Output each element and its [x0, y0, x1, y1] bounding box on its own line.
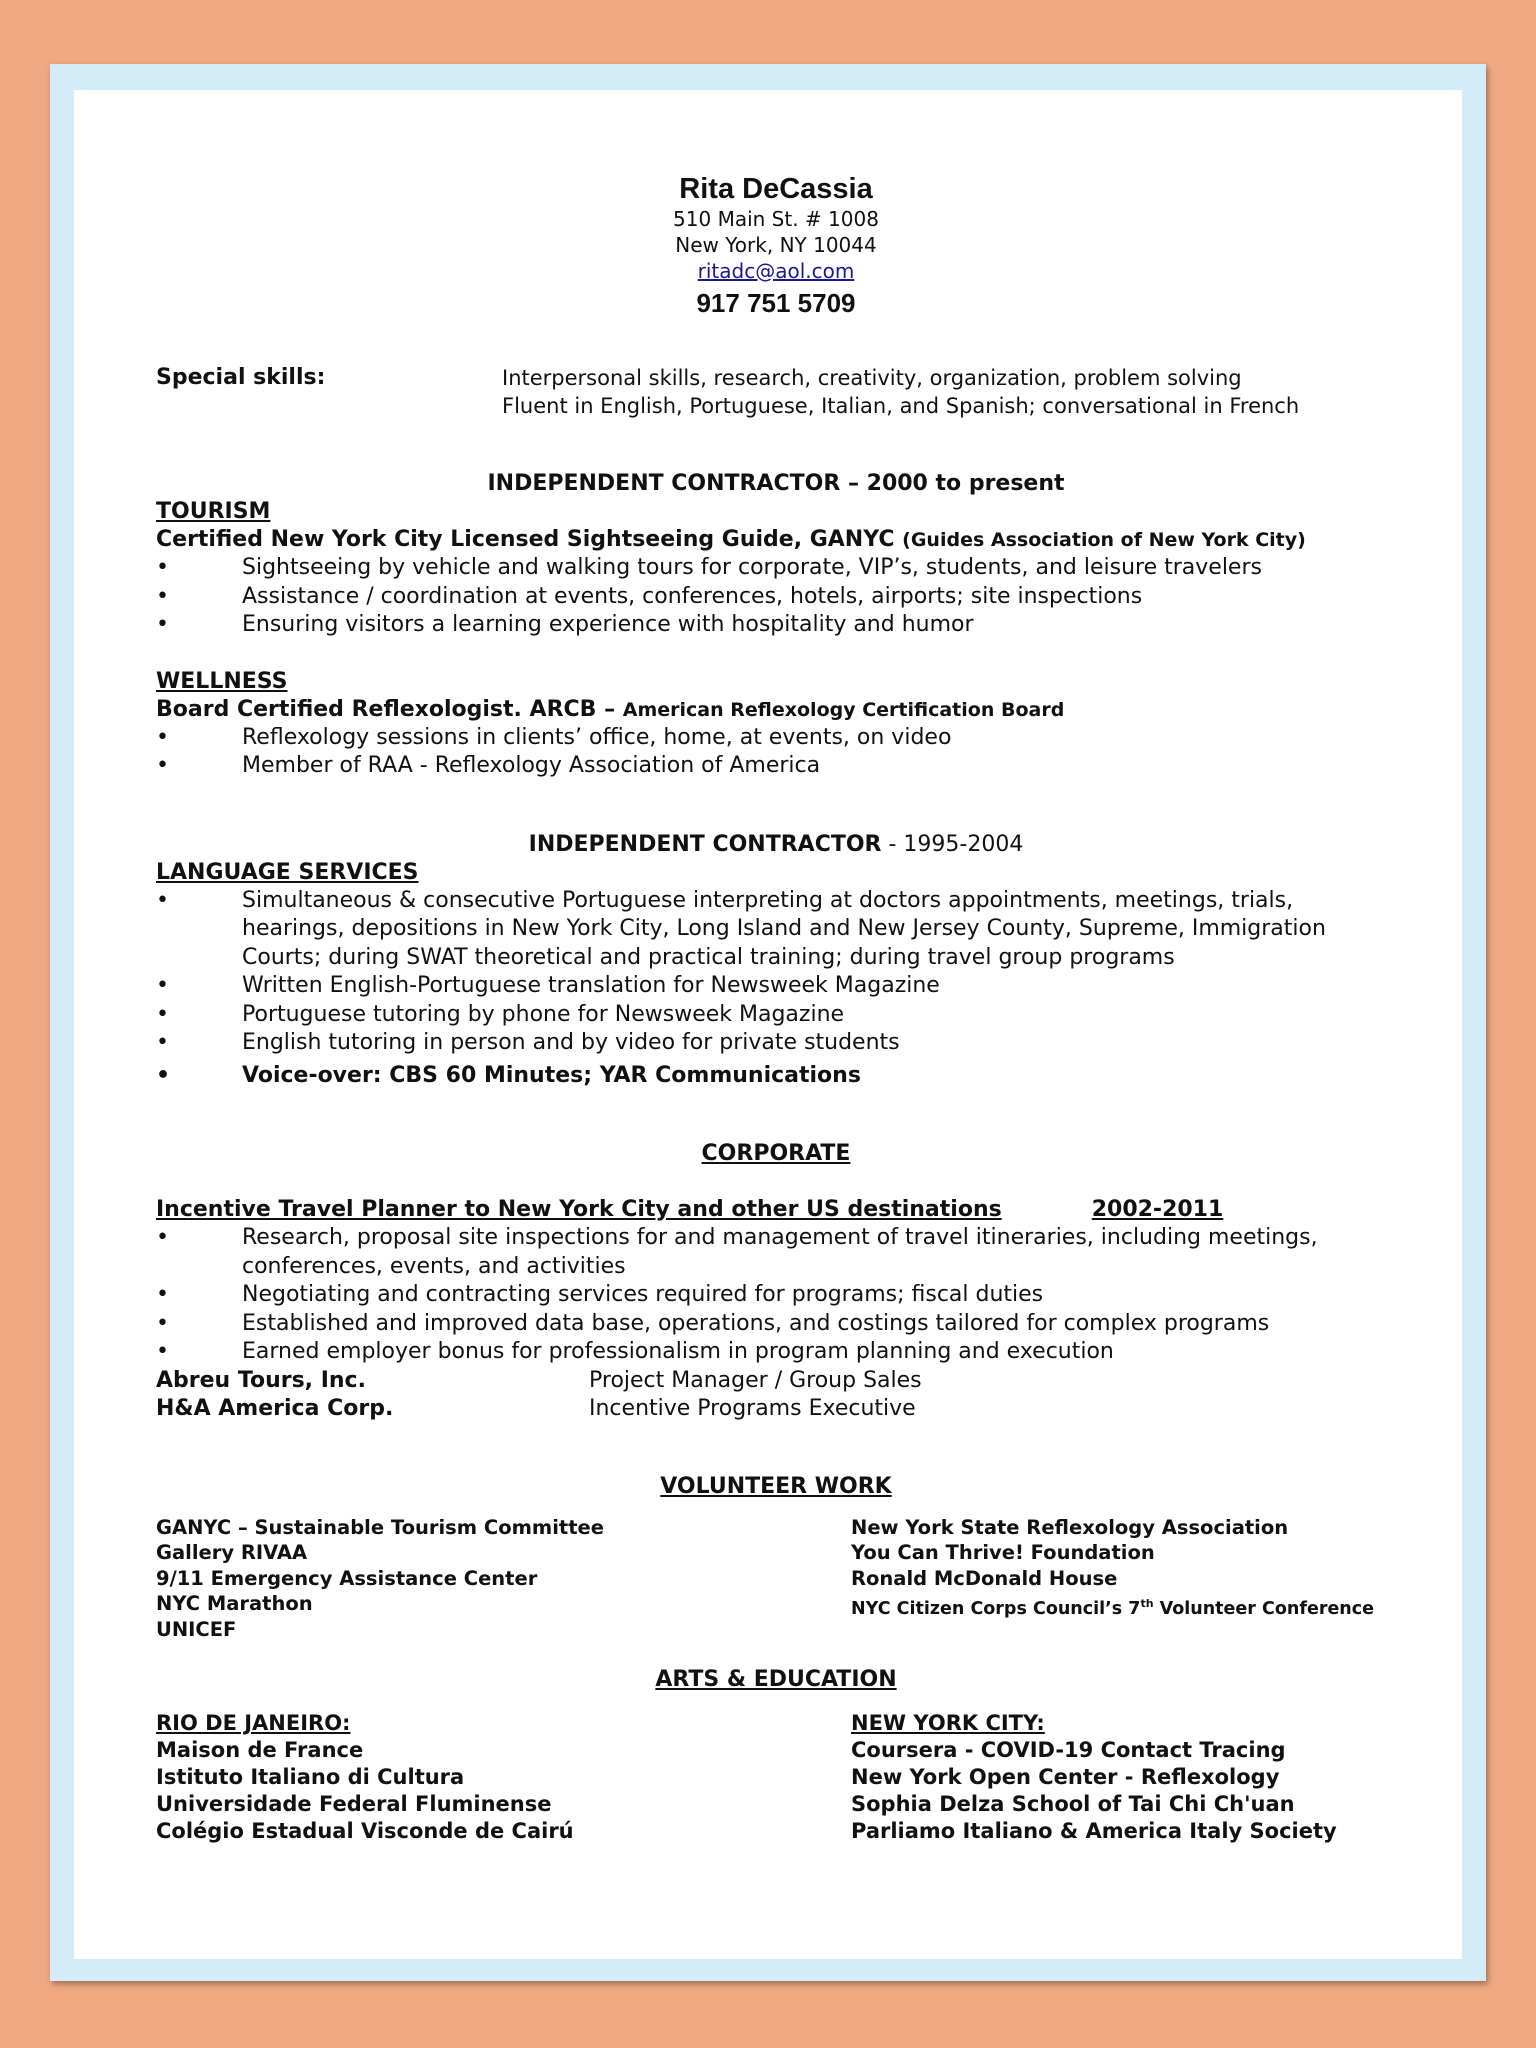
corporate-job-title: [156, 1196, 1396, 1224]
volunteer-columns: [156, 1515, 1396, 1643]
candidate-name: Rita DeCassia: [679, 173, 873, 205]
education-item: Parliamo Italiano & America Italy Society: [851, 1819, 1337, 1843]
tourism-subhead-small: (Guides Association of New York City): [902, 529, 1306, 551]
arts-left-column: [156, 1710, 851, 1845]
list-item: • Established and improved data base, operations, and costings tailored for complex programs: [156, 1310, 1270, 1336]
education-item: Coursera - COVID-19 Contact Tracing: [851, 1738, 1286, 1762]
employer-name: H&A America Corp.: [156, 1395, 394, 1421]
education-item: New York Open Center - Reflexology: [851, 1765, 1280, 1789]
address-line-2: New York, NY 10044: [675, 233, 877, 257]
arts-education-title: ARTS & EDUCATION: [655, 1667, 897, 1692]
employer-name: Abreu Tours, Inc.: [156, 1367, 366, 1393]
list-item: • Member of RAA - Reflexology Association of America: [156, 753, 821, 778]
resume-page: [74, 90, 1462, 1959]
list-item: • Research, proposal site inspections for and management of travel itineraries, including meetings, conferences, events, and activities: [156, 1225, 1318, 1279]
resume-content: [156, 164, 1396, 1845]
tourism-subhead-main: Certified New York City Licensed Sightseeing Guide, GANYC: [156, 527, 903, 552]
list-item: • English tutoring in person and by video for private students: [156, 1030, 900, 1055]
education-item: Colégio Estadual Visconde de Cairú: [156, 1819, 574, 1843]
tourism-heading: TOURISM: [156, 499, 271, 524]
list-item: • Assistance / coordination at events, conferences, hotels, airports; site inspections: [156, 583, 1143, 609]
corporate-bullets: [156, 1224, 1396, 1367]
volunteer-item: NYC Citizen Corps Council’s 7th Volunteer Conference: [851, 1597, 1375, 1619]
job-years: 2002-2011: [1091, 1197, 1224, 1222]
list-item: • Portuguese tutoring by phone for Newsweek Magazine: [156, 1001, 845, 1027]
wellness-subhead: [156, 696, 1396, 724]
corporate-title: CORPORATE: [701, 1141, 851, 1166]
volunteer-title: VOLUNTEER WORK: [660, 1473, 892, 1499]
education-item: Istituto Italiano di Cultura: [156, 1765, 465, 1789]
employer-row: [156, 1367, 1396, 1395]
phone-number: 917 751 5709: [696, 288, 856, 318]
employer-row: [156, 1395, 1396, 1423]
list-item: • Written English-Portuguese translation for Newsweek Magazine: [156, 973, 940, 998]
list-item: • Simultaneous & consecutive Portuguese interpreting at doctors appointments, meetings, trials, hearings, depositions in New York City, Long Island and New Jersey County, Supreme, Immigration Courts; during SWAT theoretical and practical training; during travel group programs: [156, 887, 1326, 970]
volunteer-item: You Can Thrive! Foundation: [851, 1541, 1155, 1564]
list-item: • Reflexology sessions in clients’ office, home, at events, on video: [156, 724, 952, 750]
special-skills-section: [156, 364, 1396, 420]
rio-heading: RIO DE JANEIRO:: [156, 1711, 351, 1735]
wellness-heading: WELLNESS: [156, 668, 288, 694]
email-link[interactable]: ritadc@aol.com: [697, 259, 855, 283]
contractor-1-title: INDEPENDENT CONTRACTOR – 2000 to present: [487, 471, 1065, 496]
wellness-subhead-main: Board Certified Reflexologist. ARCB –: [156, 696, 623, 722]
volunteer-right-column: [851, 1515, 1396, 1643]
education-item: Universidade Federal Fluminense: [156, 1792, 552, 1816]
list-item: • Ensuring visitors a learning experience with hospitality and humor: [156, 612, 974, 637]
document-frame: [50, 64, 1486, 1981]
wellness-bullets: [156, 724, 1396, 781]
list-item: • Negotiating and contracting services required for programs; fiscal duties: [156, 1282, 1044, 1307]
wellness-subhead-small: American Reflexology Certification Board: [622, 698, 1065, 721]
volunteer-item: New York State Reflexology Association: [851, 1515, 1289, 1539]
volunteer-item: 9/11 Emergency Assistance Center: [156, 1566, 538, 1590]
skill-line: Interpersonal skills, research, creativity, organization, problem solving: [502, 366, 1242, 390]
volunteer-item: Ronald McDonald House: [851, 1566, 1118, 1590]
list-item: • Earned employer bonus for professionalism in program planning and execution: [156, 1339, 1114, 1364]
address-line-1: 510 Main St. # 1008: [673, 207, 879, 231]
volunteer-item: UNICEF: [156, 1617, 237, 1641]
list-item: • Sightseeing by vehicle and walking tours for corporate, VIP’s, students, and leisure travelers: [156, 555, 1262, 580]
language-services-heading: LANGUAGE SERVICES: [156, 859, 419, 885]
nyc-heading: NEW YORK CITY:: [851, 1711, 1045, 1735]
job-title-text: Incentive Travel Planner to New York City and other US destinations: [156, 1197, 1002, 1222]
arts-right-column: [851, 1710, 1396, 1845]
contractor-2-years: - 1995-2004: [881, 831, 1024, 857]
volunteer-item: GANYC – Sustainable Tourism Committee: [156, 1515, 605, 1539]
resume-header: [156, 172, 1396, 320]
tourism-subhead: [156, 526, 1396, 554]
volunteer-item: Gallery RIVAA: [156, 1541, 308, 1564]
contractor-2-title: [156, 831, 1396, 859]
employer-role: Incentive Programs Executive: [589, 1395, 916, 1421]
special-skills-list: [502, 364, 1299, 420]
special-skills-label: Special skills:: [156, 365, 326, 390]
skill-line: Fluent in English, Portuguese, Italian, and Spanish; conversational in French: [502, 394, 1300, 418]
education-item: Sophia Delza School of Tai Chi Ch'uan: [851, 1792, 1295, 1816]
volunteer-item: NYC Marathon: [156, 1592, 313, 1615]
contractor-2-title-text: INDEPENDENT CONTRACTOR: [528, 831, 882, 857]
language-services-bullets: [156, 887, 1396, 1091]
tourism-bullets: [156, 554, 1396, 640]
list-item: • Voice-over: CBS 60 Minutes; YAR Communications: [156, 1062, 861, 1088]
education-item: Maison de France: [156, 1738, 364, 1762]
volunteer-left-column: [156, 1515, 851, 1643]
arts-columns: [156, 1710, 1396, 1845]
employer-role: Project Manager / Group Sales: [589, 1367, 922, 1393]
